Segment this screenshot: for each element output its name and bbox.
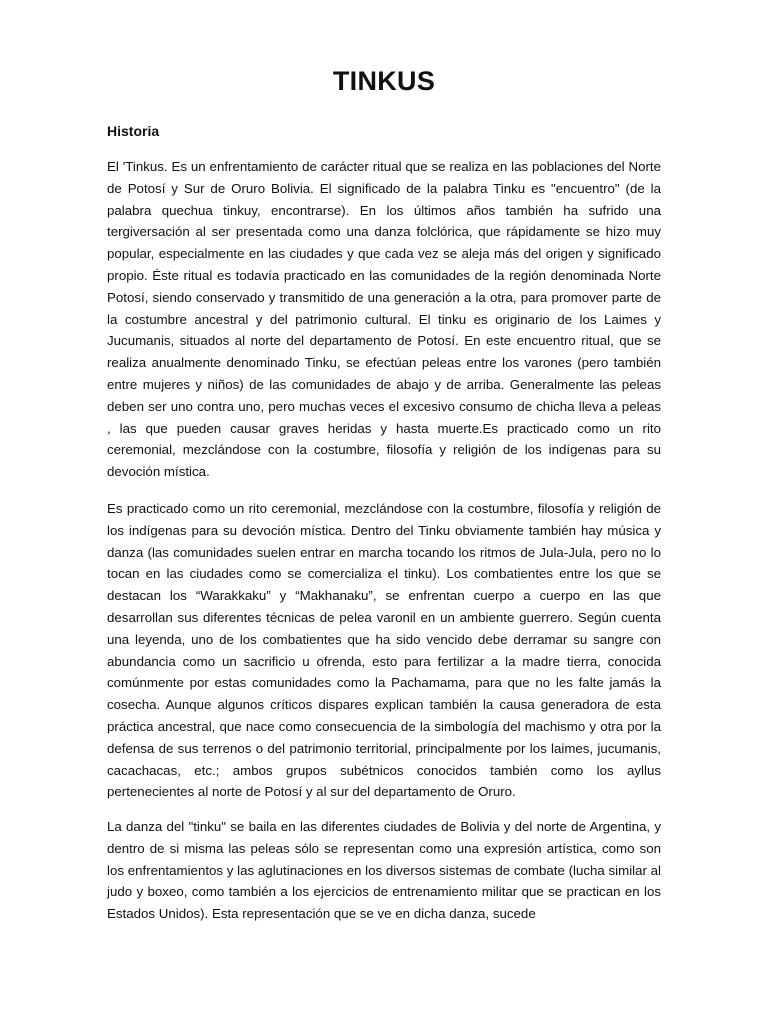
section-heading: Historia xyxy=(107,123,160,139)
paragraph-3: La danza del "tinku" se baila en las diferentes ciudades de Bolivia y del norte de Argentina, y dentro de si misma las peleas sólo se representan como una expresión artística, como son los enfrentamientos y las aglutinaciones en los diversos sistemas de combate (lucha similar al judo y boxeo, como también a los ejercicios de entrenamiento militar que se practican en los Estados Unidos). Esta representación que se ve en dicha danza, sucede xyxy=(107,819,661,922)
page-title: TINKUS xyxy=(332,66,436,96)
paragraph-1: El 'Tinkus. Es un enfrentamiento de carácter ritual que se realiza en las poblaciones del Norte de Potosí y Sur de Oruro Bolivia. El significado de la palabra Tinku es "encuentro" (de la palabra quechua tinkuy, encontrarse). En los últimos años también ha sufrido una tergiversación al ser presentada como una danza folclórica, que rápidamente se hizo muy popular, especialmente en las ciudades y que cada vez se aleja más del origen y significado propio. Éste ritual es todavía practicado en las comunidades de la región denominada Norte Potosí, siendo conservado y transmitido de una generación a la otra, para promover parte de la costumbre ancestral y del patrimonio cultural. El tinku es originario de los Laimes y Jucumanis, situados al norte del departamento de Potosí. En este encuentro ritual, que se realiza anualmente denominado Tinku, se efectúan peleas entre los varones (pero también entre mujeres y niños) de las comunidades de abajo y de arriba. Generalmente las peleas deben ser uno contra uno, pero muchas veces el excesivo consumo de chicha lleva a peleas , las que pueden causar graves heridas y hasta muerte.Es practicado como un rito ceremonial, mezclándose con la costumbre, filosofía y religión de los indígenas para su devoción mística. xyxy=(107,159,661,480)
paragraph-2: Es practicado como un rito ceremonial, mezclándose con la costumbre, filosofía y religión de los indígenas para su devoción mística. Dentro del Tinku obviamente también hay música y danza (las comunidades suelen entrar en marcha tocando los ritmos de Jula-Jula, pero no lo tocan en las ciudades como se comercializa el tinku). Los combatientes entre los que se destacan los “Warakkaku” y “Makhanaku”, se enfrentan cuerpo a cuerpo en las que desarrollan sus diferentes técnicas de pelea varonil en un ambiente guerrero. Según cuenta una leyenda, uno de los combatientes que ha sido vencido debe derramar su sangre con abundancia como un sacrificio u ofrenda, esto para fertilizar a la madre tierra, conocida comúnmente por estas comunidades como la Pachamama, para que no les falte jamás la cosecha. Aunque algunos críticos dispares explican también la causa generadora de esta práctica ancestral, que nace como consecuencia de la simbología del machismo y otra por la defensa de sus terrenos o del patrimonio territorial, principalmente por los laimes, jucumanis, cacachacas, etc.; ambos grupos subétnicos conocidos también como los ayllus pertenecientes al norte de Potosí y al sur del departamento de Oruro. xyxy=(107,501,661,800)
